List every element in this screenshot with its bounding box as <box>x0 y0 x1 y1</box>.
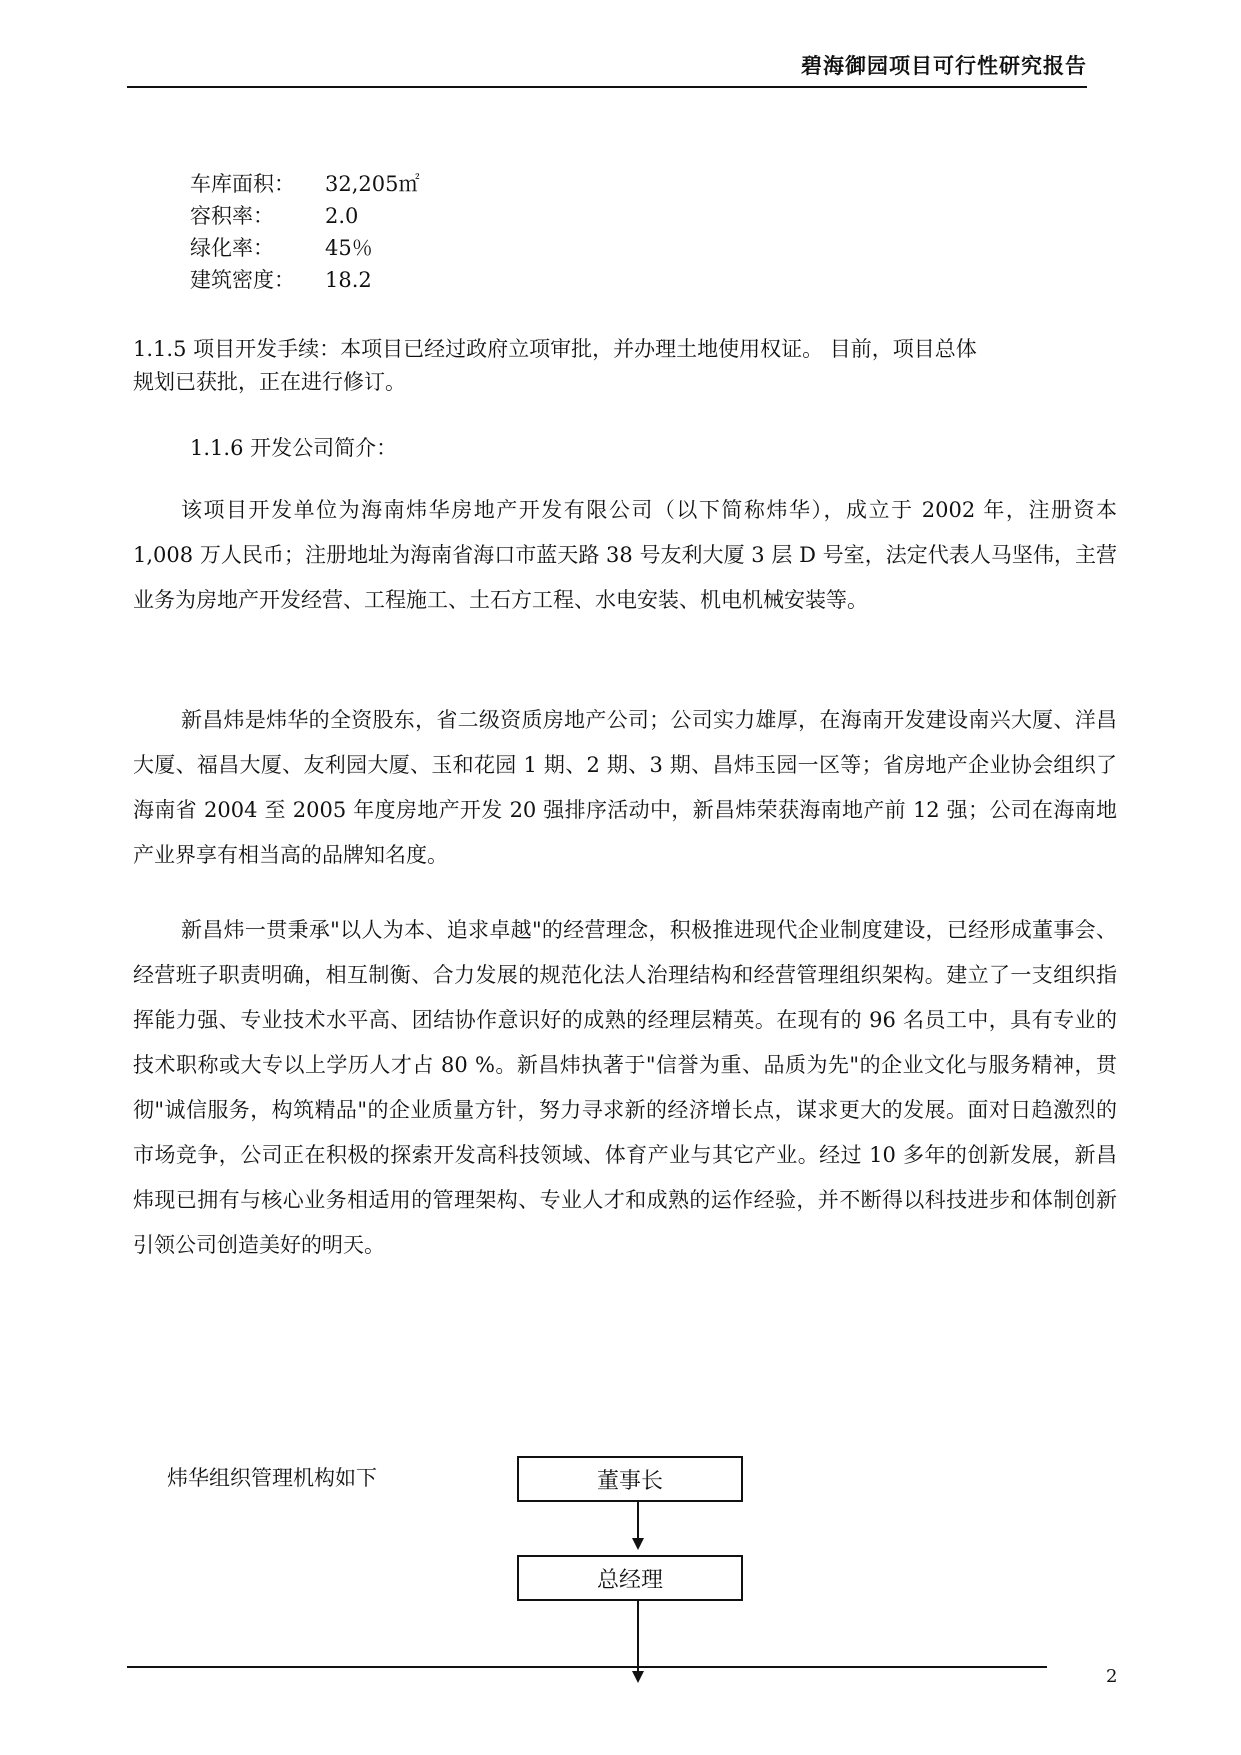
arrow-head <box>632 1671 644 1683</box>
spec-value: 18.2 <box>325 268 372 292</box>
footer-rule <box>127 1666 1047 1668</box>
project-spec-list <box>190 168 419 296</box>
org-box-general-manager: 总经理 <box>517 1555 743 1601</box>
section-115-line-2: 规划已获批，正在进行修订。 <box>133 370 406 394</box>
spec-value: 32,205㎡ <box>325 172 420 196</box>
spec-row-building-density <box>190 264 419 296</box>
org-box-chairman: 董事长 <box>517 1456 743 1502</box>
paragraph-text: 该项目开发单位为海南炜华房地产开发有限公司（以下简称炜华），成立于 2002 年，注册资本 1,008 万人民币；注册地址为海南省海口市蓝天路 38 号友利大厦 3 层 D 号室，法定代表人马坚伟，主营业务为房地产开发经营、工程施工、土石方工程、水电安装、机电机械安装等。 <box>133 498 1117 612</box>
spec-row-plot-ratio <box>190 200 419 232</box>
spec-value: 2.0 <box>325 204 359 228</box>
section-115-line-1: 1.1.5 项目开发手续：本项目已经过政府立项审批，并办理土地使用权证。 目前，项目总体 <box>133 337 977 361</box>
org-chart-caption: 炜华组织管理机构如下 <box>167 1466 377 1490</box>
parent-company-paragraph <box>133 698 1117 878</box>
management-philosophy-paragraph <box>133 908 1117 1268</box>
header-rule <box>127 86 1087 88</box>
spec-label: 车库面积： <box>190 172 295 196</box>
paragraph-text: 新昌炜是炜华的全资股东，省二级资质房地产公司；公司实力雄厚，在海南开发建设南兴大厦、洋昌大厦、福昌大厦、友利园大厦、玉和花园 1 期、2 期、3 期、昌炜玉园一区等；省房地产企业协会组织了海南省 2004 至 2005 年度房地产开发 20 强排序活动中，新昌炜荣获海南地产前 12 强；公司在海南地产业界享有相当高的品牌知名度。 <box>133 708 1117 867</box>
arrow-head <box>632 1538 644 1550</box>
page-header <box>127 40 1087 88</box>
spec-label: 建筑密度： <box>190 268 295 292</box>
spec-row-garage-area <box>190 168 419 200</box>
page-number: 2 <box>1106 1666 1118 1687</box>
section-116-heading: 1.1.6 开发公司简介： <box>190 436 398 460</box>
paragraph-text: 新昌炜一贯秉承"以人为本、追求卓越"的经营理念，积极推进现代企业制度建设，已经形成董事会、经营班子职责明确，相互制衡、合力发展的规范化法人治理结构和经营管理组织架构。建立了一支组织指挥能力强、专业技术水平高、团结协作意识好的成熟的经理层精英。在现有的 96 名员工中，具有专业的技术职称或大专以上学历人才占 80 %。新昌炜执著于"信誉为重、品质为先"的企业文化与服务精神，贯彻"诚信服务，构筑精品"的企业质量方针，努力寻求新的经济增长点，谋求更大的发展。面对日趋激烈的市场竞争，公司正在积极的探索开发高科技领域、体育产业与其它产业。经过 10 多年的创新发展，新昌炜现已拥有与核心业务相适用的管理架构、专业人才和成熟的运作经验，并不断得以科技进步和体制创新引领公司创造美好的明天。 <box>133 918 1117 1257</box>
spec-row-green-ratio <box>190 232 419 264</box>
spec-label: 绿化率： <box>190 236 274 260</box>
spec-value: 45％ <box>325 236 373 260</box>
report-title: 碧海御园项目可行性研究报告 <box>801 54 1087 78</box>
company-intro-paragraph <box>133 488 1117 623</box>
spec-label: 容积率： <box>190 204 274 228</box>
